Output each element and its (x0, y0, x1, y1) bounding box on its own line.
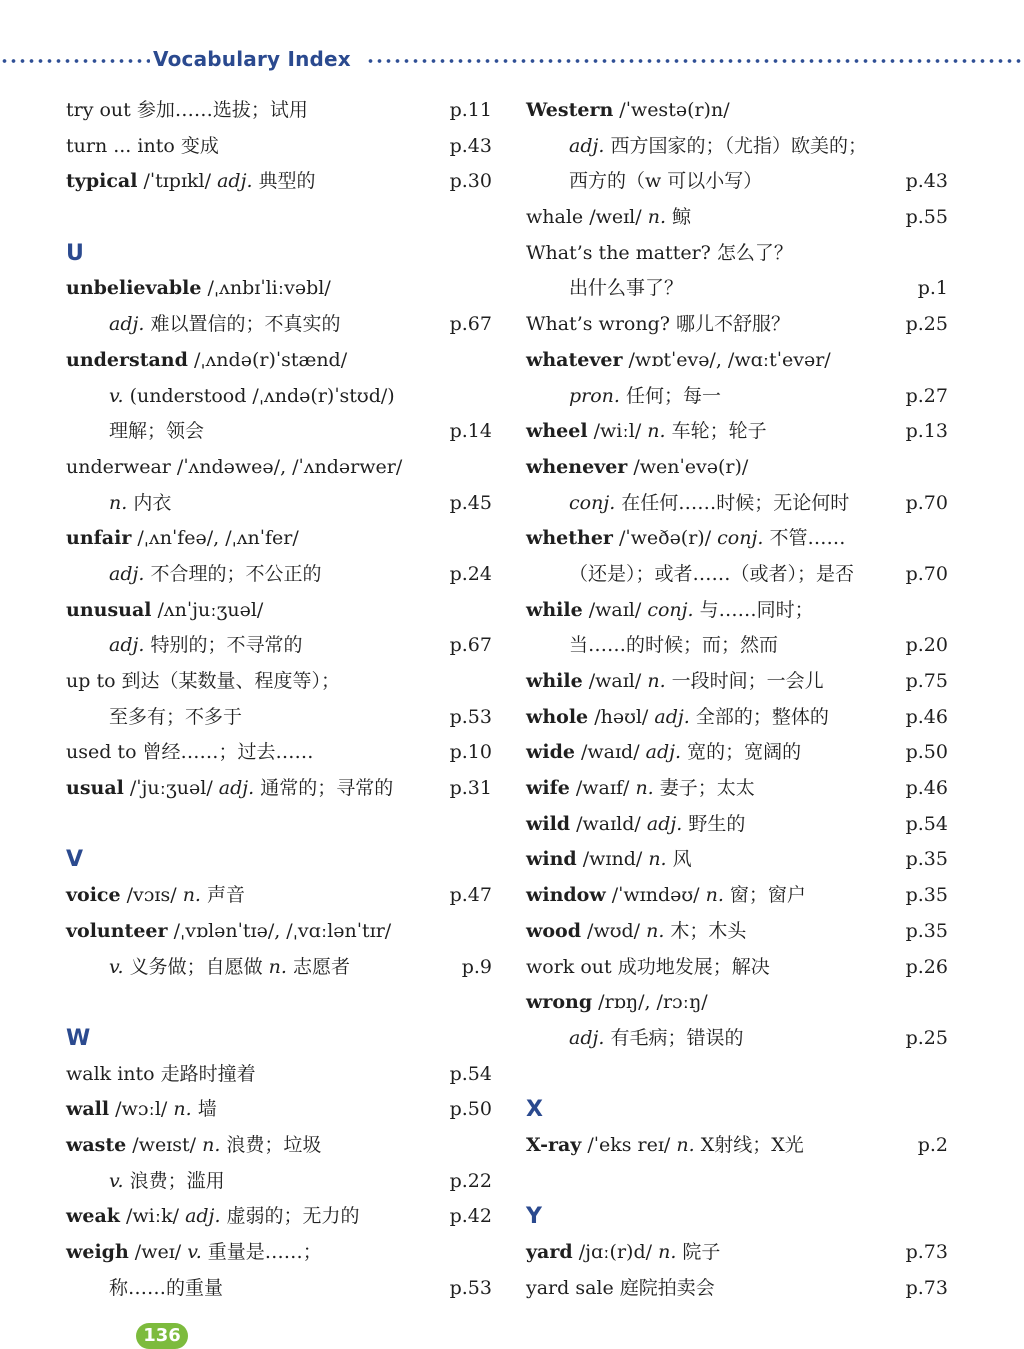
page-reference: p.53 (449, 705, 492, 728)
page-reference: p.26 (905, 955, 948, 978)
entry-continuation (66, 414, 492, 450)
page-reference: p.67 (449, 634, 492, 657)
entry-text: adj. 特别的；不寻常的 (109, 634, 303, 657)
page-reference: p.1 (917, 277, 948, 300)
vocab-entry (66, 521, 492, 557)
entry-text: 出什么事了？ (569, 277, 684, 300)
entry-text: yard sale 庭院拍卖会 (526, 1276, 715, 1299)
section-letter-text: X (526, 1097, 543, 1123)
vocab-entry (526, 521, 948, 557)
vocab-entry (526, 878, 948, 914)
entry-text: wrong /rɒŋ/, /rɔːŋ/ (526, 991, 708, 1014)
page-reference: p.27 (905, 384, 948, 407)
entry-text: unusual /ʌnˈjuːʒuəl/ (66, 598, 264, 621)
page-reference: p.35 (905, 848, 948, 871)
vocab-entry (526, 950, 948, 986)
vocab-entry (66, 771, 492, 807)
entry-text: typical /ˈtɪpɪkl/ adj. 典型的 (66, 170, 316, 193)
page-reference: p.35 (905, 884, 948, 907)
page-reference: p.35 (905, 919, 948, 942)
section-letter (66, 842, 492, 878)
spacer (526, 1164, 948, 1200)
vocab-entry (526, 664, 948, 700)
entry-text: 西方的（w 可以小写） (569, 170, 763, 193)
left-column (66, 93, 492, 1306)
page-reference: p.54 (905, 812, 948, 835)
vocab-entry (66, 129, 492, 165)
section-letter (526, 1092, 948, 1128)
entry-text: 至多有；不多于 (109, 705, 243, 728)
dotted-rule-left (0, 59, 150, 63)
section-letter-text: W (66, 1025, 91, 1051)
page-reference: p.25 (905, 1026, 948, 1049)
entry-text: yard /jɑː(r)d/ n. 院子 (526, 1241, 721, 1263)
vocab-entry (526, 450, 948, 486)
page-reference: p.22 (449, 1169, 492, 1192)
entry-text: work out 成功地发展；解决 (526, 955, 770, 978)
vocab-entry (66, 664, 492, 700)
page-reference: p.13 (905, 420, 948, 443)
entry-text: turn ... into 变成 (66, 134, 219, 157)
entry-text: 当……的时候；而；然而 (569, 634, 779, 657)
entry-text: v. 浪费；滥用 (109, 1169, 225, 1192)
dotted-rule-right (366, 59, 1024, 63)
entry-text: wild /waɪld/ adj. 野生的 (526, 812, 746, 835)
vocab-entry (66, 1057, 492, 1093)
entry-text: v. 义务做；自愿做 n. 志愿者 (109, 955, 350, 978)
entry-text: voice /vɔɪs/ n. 声音 (66, 884, 246, 907)
page-reference: p.70 (905, 491, 948, 514)
vocab-entry (66, 735, 492, 771)
vocab-entry (66, 164, 492, 200)
page-reference: p.73 (905, 1276, 948, 1299)
entry-continuation (526, 379, 948, 415)
page-reference: p.14 (449, 420, 492, 443)
spacer (66, 985, 492, 1021)
entry-text: volunteer /ˌvɒlənˈtɪə/, /ˌvɑːlənˈtɪr/ (66, 919, 392, 942)
entry-text: weigh /weɪ/ v. 重量是……； (66, 1241, 322, 1263)
page-reference: p.45 (449, 491, 492, 514)
page-reference: p.46 (905, 777, 948, 800)
entry-continuation (66, 1164, 492, 1200)
page-reference: p.50 (905, 741, 948, 764)
spacer (66, 200, 492, 236)
entry-text: whatever /wɒtˈevə/, /wɑːtˈevər/ (526, 348, 831, 371)
vocab-entry (526, 985, 948, 1021)
page-reference: p.31 (449, 777, 492, 800)
vocab-entry (526, 1271, 948, 1307)
entry-text: X-ray /ˈeks reɪ/ n. X射线；X光 (526, 1133, 804, 1156)
entry-text: unfair /ˌʌnˈfeə/, /ˌʌnˈfer/ (66, 527, 299, 550)
entry-text: v. (understood /ˌʌndə(r)ˈstʊd/) (109, 384, 395, 407)
entry-text: adj. 难以置信的；不真实的 (109, 313, 341, 336)
entry-text: whether /ˈweðə(r)/ conj. 不管…… (526, 527, 846, 550)
entry-text: wood /wʊd/ n. 木；木头 (526, 919, 747, 942)
vocab-entry (526, 343, 948, 379)
vocab-entry (66, 1092, 492, 1128)
entry-text: walk into 走路时撞着 (66, 1062, 256, 1085)
entry-text: What’s wrong? 哪儿不舒服？ (526, 313, 790, 336)
vocab-entry (66, 1199, 492, 1235)
vocab-entry (66, 93, 492, 129)
page-reference: p.2 (917, 1133, 948, 1156)
entry-text: whenever /wenˈevə(r)/ (526, 455, 749, 478)
entry-text: whale /weɪl/ n. 鲸 (526, 206, 692, 229)
entry-text: weak /wiːk/ adj. 虚弱的；无力的 (66, 1205, 360, 1228)
entry-continuation (66, 307, 492, 343)
right-column (526, 93, 948, 1306)
entry-text: What’s the matter? 怎么了？ (526, 241, 793, 264)
section-letter-text: V (66, 847, 84, 873)
page-reference: p.9 (461, 955, 492, 978)
entry-text: unbelievable /ˌʌnbɪˈliːvəbl/ (66, 277, 331, 300)
entry-continuation (66, 700, 492, 736)
page-reference: p.10 (449, 741, 492, 764)
entry-continuation (66, 1271, 492, 1307)
vocab-entry (66, 914, 492, 950)
page-reference: p.43 (905, 170, 948, 193)
vocab-entry (526, 771, 948, 807)
entry-text: n. 内衣 (109, 491, 172, 514)
entry-text: understand /ˌʌndə(r)ˈstænd/ (66, 348, 348, 371)
vocab-entry (526, 1128, 948, 1164)
entry-continuation (66, 950, 492, 986)
page-reference: p.73 (905, 1241, 948, 1263)
vocab-entry (526, 414, 948, 450)
page-reference: p.50 (449, 1098, 492, 1121)
vocab-entry (526, 1235, 948, 1271)
entry-text: used to 曾经……；过去…… (66, 741, 314, 764)
page-reference: p.70 (905, 562, 948, 585)
entry-continuation (526, 164, 948, 200)
entry-continuation (526, 271, 948, 307)
entry-text: wide /waɪd/ adj. 宽的；宽阔的 (526, 741, 802, 764)
vocab-entry (526, 807, 948, 843)
vocab-entry (526, 700, 948, 736)
vocab-entry (526, 200, 948, 236)
page-reference: p.67 (449, 313, 492, 336)
entry-text: 称……的重量 (109, 1276, 224, 1299)
vocab-entry (66, 593, 492, 629)
entry-text: 理解；领会 (109, 420, 205, 443)
entry-text: （还是）；或者……（或者）；是否 (569, 562, 855, 585)
entry-continuation (526, 1021, 948, 1057)
page-reference: p.53 (449, 1276, 492, 1299)
entry-text: adj. 有毛病；错误的 (569, 1026, 744, 1049)
entry-text: usual /ˈjuːʒuəl/ adj. 通常的；寻常的 (66, 777, 394, 800)
entry-continuation (526, 628, 948, 664)
vocab-entry (526, 914, 948, 950)
section-letter (66, 236, 492, 272)
entry-text: up to 到达（某数量、程度等）； (66, 670, 341, 692)
page-reference: p.24 (449, 562, 492, 585)
section-letter-text: Y (526, 1204, 542, 1230)
vocab-entry (66, 878, 492, 914)
entry-continuation (66, 486, 492, 522)
page-number-badge: 136 (136, 1323, 188, 1349)
vocab-entry (66, 271, 492, 307)
vocab-entry (526, 236, 948, 272)
vocab-entry (66, 450, 492, 486)
page-reference: p.42 (449, 1205, 492, 1228)
entry-text: underwear /ˈʌndəweə/, /ˈʌndərwer/ (66, 455, 403, 478)
entry-text: wind /wɪnd/ n. 风 (526, 848, 692, 871)
entry-text: while /waɪl/ n. 一段时间；一会儿 (526, 670, 824, 692)
entry-text: whole /həʊl/ adj. 全部的；整体的 (526, 705, 829, 728)
page-reference: p.46 (905, 705, 948, 728)
page-reference: p.55 (905, 206, 948, 229)
entry-text: wheel /wiːl/ n. 车轮；轮子 (526, 420, 767, 443)
entry-text: wife /waɪf/ n. 妻子；太太 (526, 777, 755, 800)
entry-text: try out 参加……选拔；试用 (66, 99, 308, 121)
vocab-entry (526, 93, 948, 129)
entry-text: adj. 不合理的；不公正的 (109, 562, 322, 585)
entry-text: conj. 在任何……时候；无论何时 (569, 491, 850, 514)
spacer (66, 807, 492, 843)
entry-continuation (66, 379, 492, 415)
section-letter (66, 1021, 492, 1057)
entry-continuation (526, 486, 948, 522)
entry-text: Western /ˈwestə(r)n/ (526, 99, 730, 121)
entry-text: pron. 任何；每一 (569, 384, 722, 407)
page-reference: p.47 (449, 884, 492, 907)
section-letter-text: U (66, 240, 84, 266)
page-reference: p.20 (905, 634, 948, 657)
entry-text: window /ˈwɪndəʊ/ n. 窗；窗户 (526, 884, 806, 907)
vocab-entry (66, 1128, 492, 1164)
entry-text: adj. 西方国家的；（尤指）欧美的； (569, 134, 867, 157)
entry-text: waste /weɪst/ n. 浪费；垃圾 (66, 1133, 322, 1156)
entry-text: while /waɪl/ conj. 与……同时； (526, 598, 814, 621)
vocab-entry (526, 735, 948, 771)
vocab-entry (526, 842, 948, 878)
section-letter (526, 1199, 948, 1235)
entry-continuation (526, 557, 948, 593)
page-reference: p.11 (449, 99, 492, 121)
page-title: Vocabulary Index (153, 47, 351, 71)
page-reference: p.43 (449, 134, 492, 157)
index-header (0, 46, 1024, 82)
page-reference: p.54 (449, 1062, 492, 1085)
page-reference: p.75 (905, 670, 948, 692)
page-reference: p.30 (449, 170, 492, 193)
entry-continuation (66, 557, 492, 593)
vocab-entry (66, 1235, 492, 1271)
vocab-entry (66, 343, 492, 379)
entry-text: wall /wɔːl/ n. 墙 (66, 1098, 217, 1121)
entry-continuation (526, 129, 948, 165)
entry-continuation (66, 628, 492, 664)
vocab-entry (526, 307, 948, 343)
vocab-entry (526, 593, 948, 629)
page-reference: p.25 (905, 313, 948, 336)
spacer (526, 1057, 948, 1093)
